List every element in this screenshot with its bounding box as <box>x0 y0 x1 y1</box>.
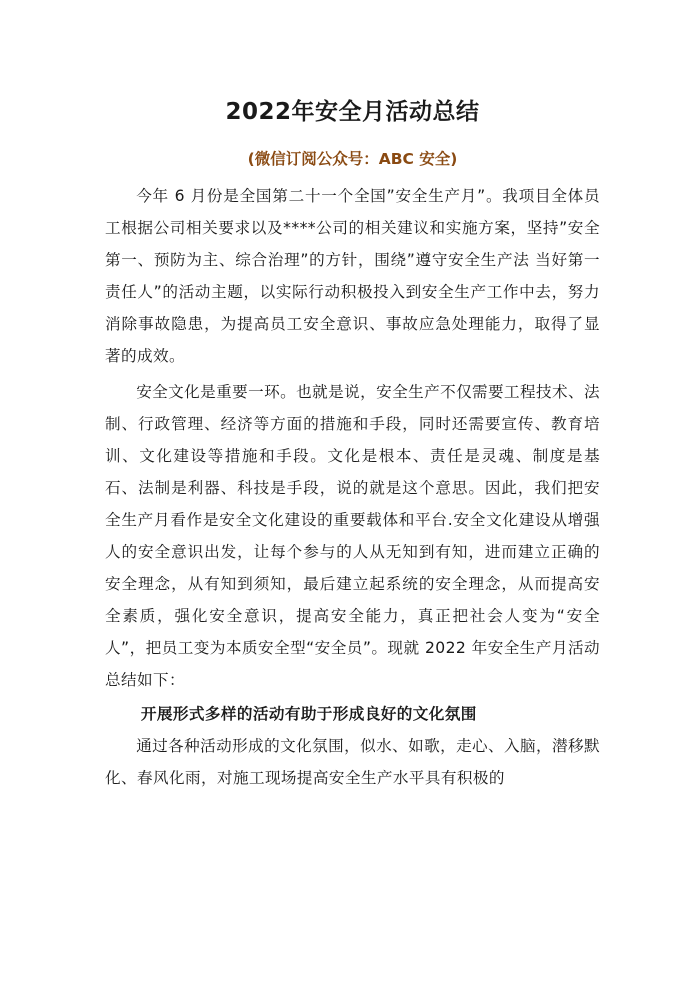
section-heading: 开展形式多样的活动有助于形成良好的文化氛围 <box>140 705 477 723</box>
paragraph-intro: 今年 6 月份是全国第二十一个全国”安全生产月”。我项目全体员工根据公司相关要求以及****公司的相关建议和实施方案，坚持”安全第一、预防为主、综合治理”的方针，围绕”遵守安全生产法 当好第一责任人”的活动主题，以实际行动积极投入到安全生产工作中去，努力消除事故隐患，为提高员工安全意识、事故应急处理能力，取得了显著的成效。 <box>105 187 600 365</box>
paragraph-safety-culture: 安全文化是重要一环。也就是说，安全生产不仅需要工程技术、法制、行政管理、经济等方面的措施和手段，同时还需要宣传、教育培训、文化建设等措施和手段。文化是根本、责任是灵魂、制度是基石、法制是利器、科技是手段，说的就是这个意思。因此，我们把安全生产月看作是安全文化建设的重要载体和平台.安全文化建设从增强人的安全意识出发，让每个参与的人从无知到有知，进而建立正确的安全理念，从有知到须知，最后建立起系统的安全理念，从而提高安全素质，强化安全意识，提高安全能力，真正把社会人变为“安全人”，把员工变为本质安全型“安全员”。现就 2022 年安全生产月活动总结如下： <box>105 383 601 689</box>
paragraph-section: 通过各种活动形成的文化氛围，似水、如歌，走心、入脑，潜移默化、春风化雨，对施工现场提高安全生产水平具有积极的 <box>105 737 601 787</box>
document-title: 2022年安全月活动总结 <box>225 99 480 125</box>
document-subtitle: (微信订阅公众号：ABC 安全) <box>247 150 458 168</box>
